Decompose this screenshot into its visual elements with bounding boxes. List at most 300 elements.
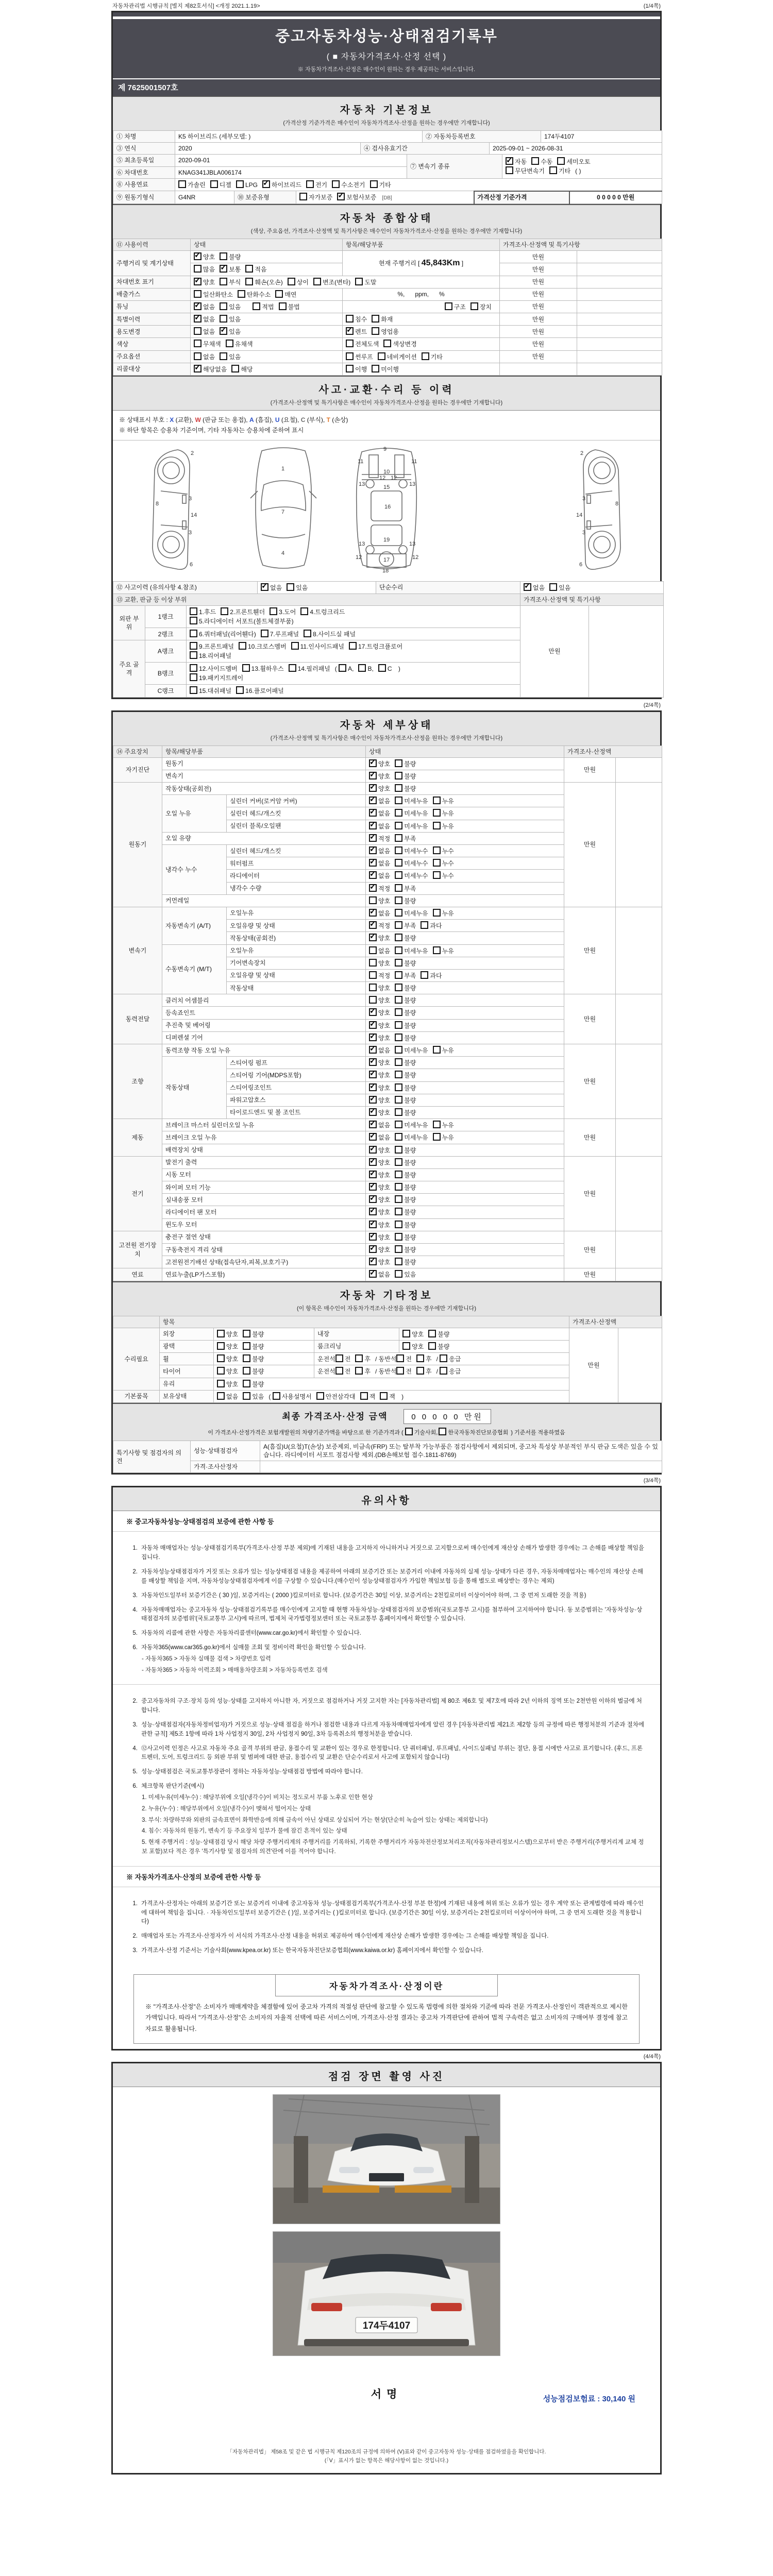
checkbox-없음[interactable]: 없음 bbox=[194, 352, 215, 361]
checkbox-불량[interactable]: 불량 bbox=[243, 1367, 264, 1376]
checkbox-기술사회,[interactable]: 기술사회, bbox=[405, 1428, 438, 1436]
checkbox-후[interactable]: 후 bbox=[355, 1367, 371, 1376]
checkbox-전[interactable]: 전 bbox=[396, 1354, 412, 1363]
checkbox-전[interactable]: 전 bbox=[335, 1367, 351, 1376]
checked-box-icon[interactable] bbox=[369, 772, 377, 779]
checkbox-양호[interactable]: 양호 bbox=[217, 1342, 238, 1351]
checkbox-전기[interactable]: 전기 bbox=[306, 180, 327, 189]
checked-box-icon[interactable] bbox=[369, 1133, 377, 1141]
unchecked-box-icon[interactable] bbox=[433, 809, 441, 817]
unchecked-box-icon[interactable] bbox=[395, 1096, 402, 1104]
unchecked-box-icon[interactable] bbox=[549, 583, 557, 591]
checkbox-불량[interactable]: 불량 bbox=[395, 1146, 416, 1155]
checkbox-미세누유[interactable]: 미세누유 bbox=[395, 809, 428, 818]
checked-box-icon[interactable] bbox=[194, 252, 201, 260]
checkbox-네비게이션[interactable]: 네비게이션 bbox=[378, 352, 417, 361]
checkbox-없음[interactable]: 없음 bbox=[217, 1392, 238, 1401]
checkbox-양호[interactable]: ✓ 양호 bbox=[369, 1245, 390, 1254]
checked-box-icon[interactable] bbox=[194, 302, 201, 310]
checkbox-하이브리드[interactable]: ✓ 하이브리드 bbox=[262, 180, 301, 189]
checkbox-있음[interactable]: 있음 bbox=[243, 1392, 264, 1401]
checked-box-icon[interactable] bbox=[369, 759, 377, 767]
checkbox-없음[interactable]: ✓ 없음 bbox=[369, 1270, 390, 1279]
checkbox-해당[interactable]: 해당 bbox=[231, 365, 253, 374]
checkbox-썬루프[interactable]: 썬루프 bbox=[346, 352, 373, 361]
checkbox-없음[interactable]: ✓ 없음 bbox=[369, 846, 390, 855]
checkbox-불량[interactable]: 불량 bbox=[243, 1330, 264, 1338]
unchecked-box-icon[interactable] bbox=[190, 651, 197, 659]
checkbox-전[interactable]: 전 bbox=[396, 1367, 412, 1376]
checked-box-icon[interactable] bbox=[369, 1171, 377, 1178]
unchecked-box-icon[interactable] bbox=[236, 686, 244, 694]
checkbox-보통[interactable]: ✓ 보통 bbox=[220, 265, 241, 274]
unchecked-box-icon[interactable] bbox=[378, 352, 385, 360]
checked-box-icon[interactable] bbox=[369, 1096, 377, 1104]
checkbox-미세누유[interactable]: 미세누유 bbox=[395, 909, 428, 918]
checked-box-icon[interactable] bbox=[369, 1021, 377, 1029]
unchecked-box-icon[interactable] bbox=[421, 971, 428, 979]
checkbox-없음[interactable]: ✓ 없음 bbox=[369, 1121, 390, 1129]
unchecked-box-icon[interactable] bbox=[395, 896, 402, 904]
unchecked-box-icon[interactable] bbox=[279, 302, 287, 310]
checkbox-응급[interactable]: 응급 bbox=[440, 1367, 461, 1376]
unchecked-box-icon[interactable] bbox=[243, 1342, 250, 1350]
checkbox-미세누유[interactable]: 미세누유 bbox=[395, 946, 428, 955]
unchecked-box-icon[interactable] bbox=[395, 1245, 402, 1253]
checkbox-19.패키지트레이[interactable]: 19.패키지트레이 bbox=[190, 673, 243, 683]
unchecked-box-icon[interactable] bbox=[395, 984, 402, 991]
unchecked-box-icon[interactable] bbox=[395, 1233, 402, 1241]
checkbox-16.플로어패널[interactable]: 16.플로어패널 bbox=[236, 686, 284, 695]
unchecked-box-icon[interactable] bbox=[245, 265, 253, 273]
unchecked-box-icon[interactable] bbox=[428, 1342, 436, 1350]
checked-box-icon[interactable] bbox=[369, 1083, 377, 1091]
checkbox-후[interactable]: 후 bbox=[416, 1367, 432, 1376]
checkbox-있음[interactable]: 있음 bbox=[287, 583, 308, 592]
checked-box-icon[interactable] bbox=[369, 1221, 377, 1228]
checked-box-icon[interactable] bbox=[220, 265, 227, 273]
unchecked-box-icon[interactable] bbox=[372, 315, 379, 323]
checked-box-icon[interactable] bbox=[194, 278, 201, 285]
checked-box-icon[interactable] bbox=[194, 315, 201, 323]
checkbox-기타[interactable]: 기타 bbox=[370, 180, 391, 189]
checkbox-무채색[interactable]: 무채색 bbox=[194, 340, 221, 348]
checkbox-불량[interactable]: 불량 bbox=[395, 934, 416, 942]
checked-box-icon[interactable] bbox=[369, 822, 377, 829]
checkbox-불량[interactable]: 불량 bbox=[395, 1058, 416, 1067]
checkbox-탄화수소[interactable]: 탄화수소 bbox=[238, 290, 271, 299]
unchecked-box-icon[interactable] bbox=[316, 1392, 324, 1400]
unchecked-box-icon[interactable] bbox=[372, 327, 379, 335]
checkbox-전[interactable]: 전 bbox=[335, 1354, 351, 1363]
checkbox-양호[interactable]: ✓ 양호 bbox=[369, 934, 390, 942]
unchecked-box-icon[interactable] bbox=[291, 642, 299, 650]
unchecked-box-icon[interactable] bbox=[231, 365, 239, 372]
unchecked-box-icon[interactable] bbox=[549, 166, 557, 174]
checkbox-미세누수[interactable]: 미세누수 bbox=[395, 859, 428, 868]
checkbox-양호[interactable]: ✓ 양호 bbox=[369, 1195, 390, 1204]
checkbox-양호[interactable]: ✓ 양호 bbox=[369, 1083, 390, 1092]
checkbox-불량[interactable]: 불량 bbox=[428, 1330, 449, 1338]
unchecked-box-icon[interactable] bbox=[346, 365, 354, 372]
checkbox-15.대쉬패널[interactable]: 15.대쉬패널 bbox=[190, 686, 231, 695]
checkbox-B,[interactable]: B, bbox=[358, 664, 373, 673]
unchecked-box-icon[interactable] bbox=[239, 642, 246, 650]
unchecked-box-icon[interactable] bbox=[273, 1392, 280, 1400]
checkbox-없음[interactable]: ✓ 없음 bbox=[369, 859, 390, 868]
checkbox-양호[interactable]: ✓ 양호 bbox=[369, 1171, 390, 1179]
checkbox-전체도색[interactable]: 전체도색 bbox=[346, 340, 379, 348]
unchecked-box-icon[interactable] bbox=[395, 1171, 402, 1178]
checkbox-없음[interactable]: ✓ 없음 bbox=[369, 1133, 390, 1142]
checkbox-구조[interactable]: 구조 bbox=[445, 302, 466, 311]
unchecked-box-icon[interactable] bbox=[395, 1033, 402, 1041]
unchecked-box-icon[interactable] bbox=[369, 946, 377, 954]
checked-box-icon[interactable] bbox=[220, 327, 227, 335]
unchecked-box-icon[interactable] bbox=[506, 166, 513, 174]
checkbox-불량[interactable]: 불량 bbox=[395, 896, 416, 905]
checkbox-안전삼각대[interactable]: 안전삼각대 bbox=[316, 1392, 356, 1401]
unchecked-box-icon[interactable] bbox=[395, 1195, 402, 1203]
unchecked-box-icon[interactable] bbox=[220, 252, 227, 260]
checkbox-해당없음[interactable]: ✓ 해당없음 bbox=[194, 365, 227, 374]
unchecked-box-icon[interactable] bbox=[433, 846, 441, 854]
checked-box-icon[interactable] bbox=[369, 921, 377, 929]
unchecked-box-icon[interactable] bbox=[402, 1342, 410, 1350]
checkbox-자가보증[interactable]: 자가보증 bbox=[299, 193, 332, 201]
checkbox-없음[interactable]: 없음 bbox=[194, 327, 215, 336]
checkbox-기타[interactable]: 기타 bbox=[422, 352, 443, 361]
checkbox-11.인사이드패널[interactable]: 11.인사이드패널 bbox=[291, 642, 344, 651]
unchecked-box-icon[interactable] bbox=[383, 340, 391, 347]
checkbox-불량[interactable]: 불량 bbox=[395, 1258, 416, 1266]
checkbox-10.크로스멤버[interactable]: 10.크로스멤버 bbox=[239, 642, 287, 651]
checkbox-수소전기[interactable]: 수소전기 bbox=[332, 180, 365, 189]
checkbox-세미오토[interactable]: 세미오토 bbox=[557, 157, 590, 166]
unchecked-box-icon[interactable] bbox=[217, 1392, 225, 1400]
unchecked-box-icon[interactable] bbox=[190, 673, 197, 681]
checkbox-없음[interactable]: ✓ 없음 bbox=[369, 809, 390, 818]
unchecked-box-icon[interactable] bbox=[346, 340, 354, 347]
checkbox-불량[interactable]: 불량 bbox=[395, 1245, 416, 1254]
unchecked-box-icon[interactable] bbox=[395, 1183, 402, 1191]
unchecked-box-icon[interactable] bbox=[422, 352, 429, 360]
checkbox-불량[interactable]: 불량 bbox=[395, 1158, 416, 1167]
checkbox-적정[interactable]: ✓ 적정 bbox=[369, 921, 390, 930]
checked-box-icon[interactable] bbox=[369, 1208, 377, 1215]
unchecked-box-icon[interactable] bbox=[210, 180, 218, 188]
checkbox-있음[interactable]: 있음 bbox=[220, 352, 241, 361]
checkbox-색상변경[interactable]: 색상변경 bbox=[383, 340, 416, 348]
checkbox-있음[interactable]: ✓ 있음 bbox=[220, 327, 241, 336]
checked-box-icon[interactable] bbox=[369, 1195, 377, 1203]
checkbox-누유[interactable]: 누유 bbox=[433, 946, 454, 955]
checkbox-4.트렁크리드[interactable]: 4.트렁크리드 bbox=[300, 607, 345, 617]
checkbox-양호[interactable]: ✓ 양호 bbox=[369, 1108, 390, 1117]
checkbox-2.프론트휀더[interactable]: 2.프론트휀더 bbox=[221, 607, 265, 617]
unchecked-box-icon[interactable] bbox=[178, 180, 186, 188]
checkbox-없음[interactable]: ✓ 없음 bbox=[194, 315, 215, 324]
unchecked-box-icon[interactable] bbox=[395, 971, 402, 979]
checkbox-없음[interactable]: ✓ 없음 bbox=[369, 822, 390, 831]
unchecked-box-icon[interactable] bbox=[270, 607, 277, 615]
checked-box-icon[interactable] bbox=[369, 796, 377, 804]
unchecked-box-icon[interactable] bbox=[395, 822, 402, 829]
checkbox-과다[interactable]: 과다 bbox=[421, 921, 442, 930]
unchecked-box-icon[interactable] bbox=[220, 302, 227, 310]
checkbox-양호[interactable]: 양호 bbox=[402, 1342, 424, 1351]
checkbox-미세누유[interactable]: 미세누유 bbox=[395, 1133, 428, 1142]
checkbox-양호[interactable]: ✓ 양호 bbox=[194, 278, 215, 286]
unchecked-box-icon[interactable] bbox=[416, 1354, 424, 1362]
checked-box-icon[interactable] bbox=[194, 365, 201, 372]
checkbox-6.쿼터패널(리어휀다)[interactable]: 6.쿼터패널(리어휀다) bbox=[190, 630, 256, 638]
unchecked-box-icon[interactable] bbox=[395, 1058, 402, 1066]
checkbox-미세누유[interactable]: 미세누유 bbox=[395, 822, 428, 831]
unchecked-box-icon[interactable] bbox=[358, 664, 366, 672]
checked-box-icon[interactable] bbox=[369, 1158, 377, 1166]
checkbox-불량[interactable]: 불량 bbox=[243, 1354, 264, 1363]
checkbox-양호[interactable]: ✓ 양호 bbox=[369, 1183, 390, 1192]
unchecked-box-icon[interactable] bbox=[395, 1133, 402, 1141]
unchecked-box-icon[interactable] bbox=[433, 1121, 441, 1128]
unchecked-box-icon[interactable] bbox=[355, 278, 363, 285]
checkbox-12.사이드멤버[interactable]: 12.사이드멤버 bbox=[190, 664, 238, 673]
checkbox-C[interactable]: C bbox=[378, 664, 392, 673]
unchecked-box-icon[interactable] bbox=[346, 352, 354, 360]
unchecked-box-icon[interactable] bbox=[395, 934, 402, 941]
unchecked-box-icon[interactable] bbox=[221, 607, 228, 615]
checkbox-부족[interactable]: 부족 bbox=[395, 884, 416, 893]
checked-box-icon[interactable] bbox=[369, 1183, 377, 1191]
checkbox-14.필러패널[interactable]: 14.필러패널 bbox=[289, 664, 330, 673]
unchecked-box-icon[interactable] bbox=[190, 642, 197, 650]
checked-box-icon[interactable] bbox=[369, 859, 377, 867]
checkbox-불량[interactable]: 불량 bbox=[395, 759, 416, 768]
unchecked-box-icon[interactable] bbox=[299, 193, 307, 200]
checkbox-적음[interactable]: 적음 bbox=[245, 265, 266, 274]
checkbox-미세누유[interactable]: 미세누유 bbox=[395, 1046, 428, 1055]
checked-box-icon[interactable] bbox=[337, 193, 345, 200]
checked-box-icon[interactable] bbox=[369, 871, 377, 879]
unchecked-box-icon[interactable] bbox=[217, 1367, 225, 1375]
unchecked-box-icon[interactable] bbox=[433, 859, 441, 867]
unchecked-box-icon[interactable] bbox=[395, 996, 402, 1004]
unchecked-box-icon[interactable] bbox=[217, 1380, 225, 1387]
checkbox-누유[interactable]: 누유 bbox=[433, 1046, 454, 1055]
checked-box-icon[interactable] bbox=[369, 1008, 377, 1016]
unchecked-box-icon[interactable] bbox=[217, 1354, 225, 1362]
checkbox-누유[interactable]: 누유 bbox=[433, 809, 454, 818]
checkbox-일산화탄소[interactable]: 일산화탄소 bbox=[194, 290, 233, 299]
checked-box-icon[interactable] bbox=[346, 327, 354, 335]
checkbox-적정[interactable]: 적정 bbox=[369, 971, 390, 980]
checkbox-과다[interactable]: 과다 bbox=[421, 971, 442, 980]
unchecked-box-icon[interactable] bbox=[370, 180, 378, 188]
unchecked-box-icon[interactable] bbox=[380, 1392, 388, 1400]
checkbox-불량[interactable]: 불량 bbox=[243, 1380, 264, 1388]
checkbox-불량[interactable]: 불량 bbox=[395, 1033, 416, 1042]
unchecked-box-icon[interactable] bbox=[470, 302, 478, 310]
unchecked-box-icon[interactable] bbox=[300, 607, 308, 615]
unchecked-box-icon[interactable] bbox=[378, 664, 386, 672]
checked-box-icon[interactable] bbox=[369, 1258, 377, 1265]
checkbox-없음[interactable]: ✓ 없음 bbox=[369, 909, 390, 918]
checkbox-없음[interactable]: ✓ 없음 bbox=[369, 1046, 390, 1055]
checkbox-불량[interactable]: 불량 bbox=[428, 1342, 449, 1351]
checkbox-불량[interactable]: 불량 bbox=[395, 1108, 416, 1117]
checkbox-훼손(오손)[interactable]: 훼손(오손) bbox=[245, 278, 282, 286]
unchecked-box-icon[interactable] bbox=[395, 1121, 402, 1128]
checked-box-icon[interactable] bbox=[369, 1233, 377, 1241]
checked-box-icon[interactable] bbox=[369, 834, 377, 842]
checkbox-불법[interactable]: 불법 bbox=[279, 302, 300, 311]
unchecked-box-icon[interactable] bbox=[440, 1354, 447, 1362]
unchecked-box-icon[interactable] bbox=[346, 315, 354, 323]
checkbox-누유[interactable]: 누유 bbox=[433, 909, 454, 918]
unchecked-box-icon[interactable] bbox=[253, 302, 260, 310]
unchecked-box-icon[interactable] bbox=[194, 327, 201, 335]
unchecked-box-icon[interactable] bbox=[243, 1354, 250, 1362]
checkbox-불량[interactable]: 불량 bbox=[220, 252, 241, 261]
checkbox-불량[interactable]: 불량 bbox=[395, 772, 416, 781]
unchecked-box-icon[interactable] bbox=[395, 834, 402, 842]
unchecked-box-icon[interactable] bbox=[190, 607, 197, 615]
checkbox-양호[interactable]: 양호 bbox=[217, 1354, 238, 1363]
checkbox-영업용[interactable]: 영업용 bbox=[372, 327, 399, 336]
checkbox-18.리어패널[interactable]: 18.리어패널 bbox=[190, 651, 231, 660]
checked-box-icon[interactable] bbox=[369, 909, 377, 917]
unchecked-box-icon[interactable] bbox=[395, 1158, 402, 1166]
checkbox-불량[interactable]: 불량 bbox=[395, 1171, 416, 1179]
unchecked-box-icon[interactable] bbox=[395, 772, 402, 779]
unchecked-box-icon[interactable] bbox=[355, 1354, 363, 1362]
unchecked-box-icon[interactable] bbox=[395, 784, 402, 792]
unchecked-box-icon[interactable] bbox=[395, 846, 402, 854]
unchecked-box-icon[interactable] bbox=[220, 352, 227, 360]
checkbox-불량[interactable]: 불량 bbox=[395, 996, 416, 1005]
checkbox-없음[interactable]: ✓ 없음 bbox=[369, 796, 390, 805]
unchecked-box-icon[interactable] bbox=[395, 959, 402, 967]
checkbox-양호[interactable]: ✓ 양호 bbox=[369, 759, 390, 768]
checkbox-양호[interactable]: ✓ 양호 bbox=[369, 784, 390, 793]
unchecked-box-icon[interactable] bbox=[236, 180, 244, 188]
checkbox-미세누유[interactable]: 미세누유 bbox=[395, 796, 428, 805]
unchecked-box-icon[interactable] bbox=[433, 871, 441, 879]
checkbox-누유[interactable]: 누유 bbox=[433, 1133, 454, 1142]
unchecked-box-icon[interactable] bbox=[395, 1208, 402, 1215]
unchecked-box-icon[interactable] bbox=[395, 946, 402, 954]
unchecked-box-icon[interactable] bbox=[190, 686, 197, 694]
checkbox-디젤[interactable]: 디젤 bbox=[210, 180, 231, 189]
unchecked-box-icon[interactable] bbox=[421, 921, 428, 929]
checked-box-icon[interactable] bbox=[369, 1270, 377, 1278]
checkbox-양호[interactable]: ✓ 양호 bbox=[369, 1158, 390, 1167]
checkbox-없음[interactable]: ✓ 없음 bbox=[369, 871, 390, 880]
checkbox-양호[interactable]: ✓ 양호 bbox=[369, 1058, 390, 1067]
checkbox-한국자동차진단보증협회[interactable]: 한국자동차진단보증협회 bbox=[439, 1428, 508, 1436]
unchecked-box-icon[interactable] bbox=[372, 365, 379, 372]
checkbox-불량[interactable]: 불량 bbox=[395, 959, 416, 968]
unchecked-box-icon[interactable] bbox=[217, 1330, 225, 1337]
unchecked-box-icon[interactable] bbox=[220, 315, 227, 323]
unchecked-box-icon[interactable] bbox=[396, 1354, 404, 1362]
unchecked-box-icon[interactable] bbox=[194, 290, 201, 298]
unchecked-box-icon[interactable] bbox=[416, 1367, 424, 1375]
unchecked-box-icon[interactable] bbox=[335, 1354, 343, 1362]
checkbox-매연[interactable]: 매연 bbox=[275, 290, 296, 299]
checkbox-불량[interactable]: 불량 bbox=[395, 1233, 416, 1242]
unchecked-box-icon[interactable] bbox=[304, 630, 311, 637]
unchecked-box-icon[interactable] bbox=[335, 1367, 343, 1375]
unchecked-box-icon[interactable] bbox=[433, 1046, 441, 1054]
checkbox-양호[interactable]: 양호 bbox=[369, 959, 390, 968]
checkbox-보험사보증[interactable]: ✓ 보험사보증 bbox=[337, 193, 376, 201]
checkbox-1.후드[interactable]: 1.후드 bbox=[190, 607, 216, 617]
unchecked-box-icon[interactable] bbox=[395, 1146, 402, 1154]
checkbox-양호[interactable]: ✓ 양호 bbox=[369, 1146, 390, 1155]
checked-box-icon[interactable] bbox=[506, 157, 513, 165]
checked-box-icon[interactable] bbox=[369, 884, 377, 892]
unchecked-box-icon[interactable] bbox=[395, 871, 402, 879]
checkbox-누수[interactable]: 누수 bbox=[433, 846, 454, 855]
unchecked-box-icon[interactable] bbox=[339, 664, 346, 672]
checkbox-양호[interactable]: 양호 bbox=[369, 896, 390, 905]
checked-box-icon[interactable] bbox=[261, 583, 268, 591]
unchecked-box-icon[interactable] bbox=[306, 180, 314, 188]
checkbox-불량[interactable]: 불량 bbox=[395, 784, 416, 793]
unchecked-box-icon[interactable] bbox=[395, 884, 402, 892]
checkbox-후[interactable]: 후 bbox=[416, 1354, 432, 1363]
unchecked-box-icon[interactable] bbox=[439, 1428, 446, 1435]
checkbox-기타[interactable]: 기타 bbox=[549, 166, 570, 176]
unchecked-box-icon[interactable] bbox=[332, 180, 340, 188]
unchecked-box-icon[interactable] bbox=[238, 290, 245, 298]
checkbox-불량[interactable]: 불량 bbox=[395, 1083, 416, 1092]
unchecked-box-icon[interactable] bbox=[261, 630, 268, 637]
unchecked-box-icon[interactable] bbox=[226, 340, 233, 347]
checkbox-양호[interactable]: 양호 bbox=[402, 1330, 424, 1338]
unchecked-box-icon[interactable] bbox=[395, 1108, 402, 1116]
unchecked-box-icon[interactable] bbox=[395, 796, 402, 804]
unchecked-box-icon[interactable] bbox=[369, 984, 377, 991]
checkbox-불량[interactable]: 불량 bbox=[395, 1195, 416, 1204]
unchecked-box-icon[interactable] bbox=[531, 157, 539, 165]
checkbox-도말[interactable]: 도말 bbox=[355, 278, 376, 286]
unchecked-box-icon[interactable] bbox=[242, 664, 250, 672]
checkbox-17.트렁크플로어[interactable]: 17.트렁크플로어 bbox=[349, 642, 402, 651]
unchecked-box-icon[interactable] bbox=[194, 352, 201, 360]
checkbox-잭[interactable]: 잭 bbox=[360, 1392, 376, 1401]
checkbox-양호[interactable]: ✓ 양호 bbox=[369, 1221, 390, 1229]
checkbox-7.루프패널[interactable]: 7.루프패널 bbox=[261, 630, 299, 638]
checkbox-변조(변타)[interactable]: 변조(변타) bbox=[313, 278, 350, 286]
checkbox-불량[interactable]: 불량 bbox=[395, 1208, 416, 1216]
checkbox-양호[interactable]: ✓ 양호 bbox=[369, 1008, 390, 1017]
checked-box-icon[interactable] bbox=[369, 1121, 377, 1128]
unchecked-box-icon[interactable] bbox=[433, 822, 441, 829]
unchecked-box-icon[interactable] bbox=[433, 1133, 441, 1141]
checkbox-없음[interactable]: 없음 bbox=[369, 946, 390, 955]
unchecked-box-icon[interactable] bbox=[395, 1221, 402, 1228]
checked-box-icon[interactable] bbox=[369, 1046, 377, 1054]
unchecked-box-icon[interactable] bbox=[190, 630, 197, 637]
checkbox-양호[interactable]: ✓ 양호 bbox=[369, 1258, 390, 1266]
checkbox-양호[interactable]: ✓ 양호 bbox=[369, 1033, 390, 1042]
checkbox-누수[interactable]: 누수 bbox=[433, 859, 454, 868]
checkbox-불량[interactable]: 불량 bbox=[395, 1183, 416, 1192]
checked-box-icon[interactable] bbox=[369, 846, 377, 854]
